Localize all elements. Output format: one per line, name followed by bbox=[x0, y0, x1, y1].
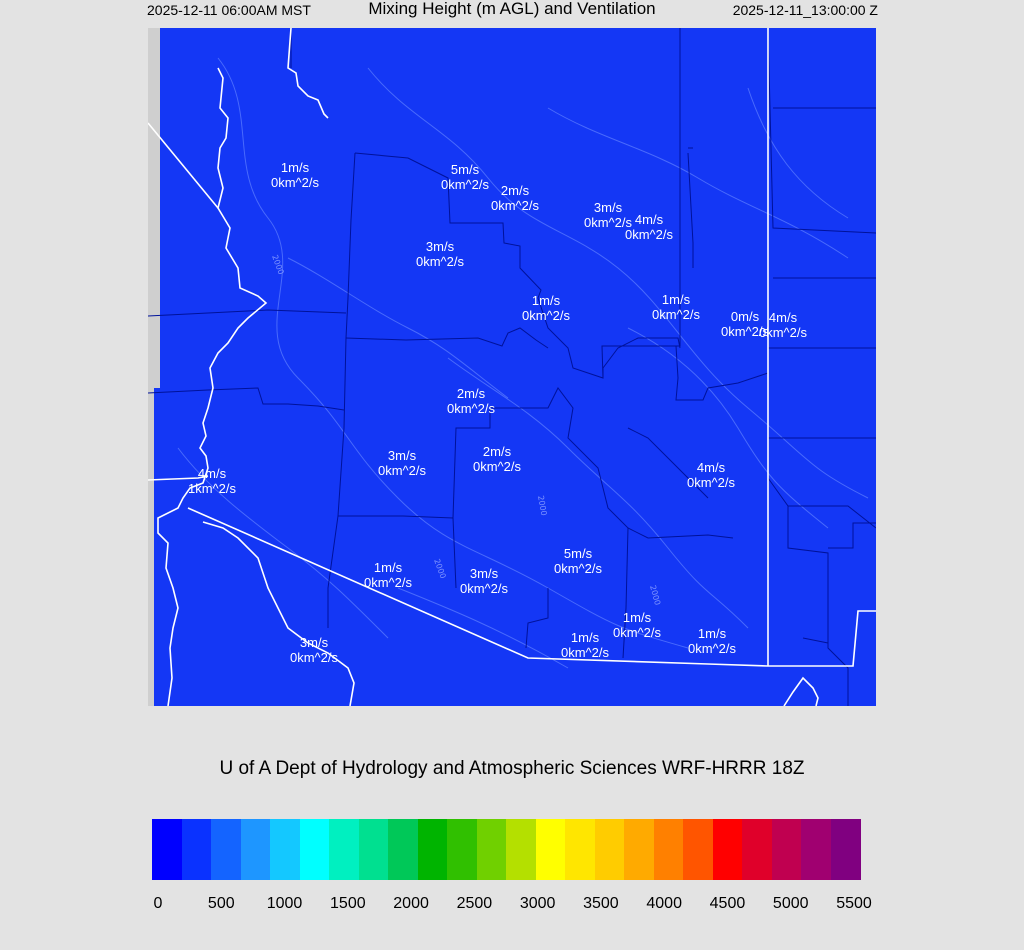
station-label bbox=[491, 183, 539, 213]
colorbar-segment bbox=[713, 819, 743, 880]
colorbar-segment bbox=[772, 819, 802, 880]
colorbar-tick-label: 1000 bbox=[266, 895, 303, 912]
state-boundaries bbox=[148, 28, 876, 706]
colorbar-segment bbox=[654, 819, 684, 880]
station-wind: 1m/s bbox=[570, 630, 600, 645]
colorbar-segment bbox=[683, 819, 713, 880]
map-title: Mixing Height (m AGL) and Ventilation bbox=[368, 0, 656, 18]
station-ventilation: 0km^2/s bbox=[686, 475, 736, 490]
station-ventilation: 0km^2/s bbox=[446, 401, 496, 416]
colorbar-segment bbox=[388, 819, 418, 880]
station-wind: 4m/s bbox=[768, 310, 798, 325]
colorbar-segment bbox=[536, 819, 566, 880]
colorbar-tick-label: 500 bbox=[207, 895, 235, 912]
colorbar bbox=[152, 819, 860, 880]
colorbar-tick-label: 3000 bbox=[519, 895, 556, 912]
station-label bbox=[613, 610, 661, 640]
station-ventilation: 0km^2/s bbox=[612, 625, 662, 640]
colorbar-tick-label: 4000 bbox=[646, 895, 682, 912]
colorbar-segment bbox=[831, 819, 861, 880]
station-ventilation: 0km^2/s bbox=[440, 177, 490, 192]
no-data-strip-lower bbox=[148, 388, 154, 706]
station-ventilation: 0km^2/s bbox=[363, 575, 413, 590]
colorbar-segment bbox=[565, 819, 595, 880]
station-ventilation: 0km^2/s bbox=[521, 308, 571, 323]
station-label bbox=[625, 212, 673, 242]
colorbar-segment bbox=[447, 819, 477, 880]
station-wind: 4m/s bbox=[197, 466, 227, 481]
footer-credit: U of A Dept of Hydrology and Atmospheric Sciences WRF-HRRR 18Z bbox=[219, 758, 805, 779]
no-data-strip bbox=[148, 28, 160, 388]
colorbar-segment bbox=[211, 819, 241, 880]
contour-label: 2000 bbox=[270, 253, 286, 276]
station-ventilation: 0km^2/s bbox=[472, 459, 522, 474]
station-label bbox=[473, 444, 521, 474]
station-label bbox=[688, 626, 736, 656]
station-ventilation: 0km^2/s bbox=[415, 254, 465, 269]
station-ventilation: 0km^2/s bbox=[490, 198, 540, 213]
station-label bbox=[687, 460, 735, 490]
station-label bbox=[759, 310, 807, 340]
station-label bbox=[271, 160, 319, 190]
colorbar-tick-label: 5500 bbox=[836, 895, 872, 912]
station-wind: 4m/s bbox=[634, 212, 664, 227]
station-ventilation: 0km^2/s bbox=[459, 581, 509, 596]
station-label bbox=[447, 386, 495, 416]
contour-label: 2000 bbox=[432, 557, 448, 580]
colorbar-tick-label: 1500 bbox=[330, 895, 366, 912]
colorbar-tick-label: 4500 bbox=[709, 895, 746, 912]
colorbar-segment bbox=[595, 819, 625, 880]
colorbar-segment bbox=[742, 819, 772, 880]
station-label bbox=[441, 162, 489, 192]
station-wind: 4m/s bbox=[696, 460, 726, 475]
station-ventilation: 0km^2/s bbox=[560, 645, 610, 660]
station-wind: 2m/s bbox=[456, 386, 486, 401]
station-label bbox=[378, 448, 426, 478]
station-ventilation: 0km^2/s bbox=[651, 307, 701, 322]
station-label bbox=[290, 635, 338, 665]
contour-label: 2000 bbox=[648, 584, 663, 607]
station-wind: 5m/s bbox=[563, 546, 593, 561]
colorbar-tick-label: 0 bbox=[153, 895, 163, 912]
station-ventilation: 0km^2/s bbox=[377, 463, 427, 478]
colorbar-segment bbox=[801, 819, 831, 880]
county-boundaries bbox=[148, 28, 876, 706]
station-label bbox=[416, 239, 464, 269]
station-wind: 1m/s bbox=[531, 293, 561, 308]
contour-label: 2000 bbox=[536, 494, 549, 517]
station-wind: 3m/s bbox=[425, 239, 455, 254]
terrain-contours bbox=[178, 58, 868, 668]
station-ventilation: 0km^2/s bbox=[553, 561, 603, 576]
station-ventilation: 0km^2/s bbox=[289, 650, 339, 665]
colorbar-tick-label: 2000 bbox=[393, 895, 429, 912]
colorbar-segment bbox=[329, 819, 359, 880]
colorbar-tick-label: 2500 bbox=[456, 895, 493, 912]
colorbar-segment bbox=[506, 819, 536, 880]
colorbar-tick-label: 3500 bbox=[583, 895, 619, 912]
colorbar-segment bbox=[270, 819, 300, 880]
colorbar-segment bbox=[359, 819, 389, 880]
station-wind: 3m/s bbox=[593, 200, 623, 215]
map-basemap bbox=[148, 28, 876, 706]
station-wind: 1m/s bbox=[280, 160, 310, 175]
station-ventilation: 0km^2/s bbox=[583, 215, 633, 230]
colorbar-segment bbox=[300, 819, 330, 880]
station-ventilation: 1km^2/s bbox=[187, 481, 237, 496]
station-label bbox=[561, 630, 609, 660]
station-label bbox=[652, 292, 700, 322]
station-label bbox=[522, 293, 570, 323]
station-ventilation: 0km^2/s bbox=[270, 175, 320, 190]
station-wind: 1m/s bbox=[661, 292, 691, 307]
utc-time-label: 2025-12-11_13:00:00 Z bbox=[732, 2, 878, 18]
station-wind: 3m/s bbox=[387, 448, 417, 463]
mixing-height-map bbox=[148, 28, 876, 706]
station-wind: 5m/s bbox=[450, 162, 480, 177]
station-wind: 3m/s bbox=[299, 635, 329, 650]
local-time-label: 2025-12-11 06:00AM MST bbox=[147, 2, 311, 18]
station-wind: 3m/s bbox=[469, 566, 499, 581]
station-ventilation: 0km^2/s bbox=[758, 325, 808, 340]
station-ventilation: 0km^2/s bbox=[720, 324, 770, 339]
station-wind: 0m/s bbox=[730, 309, 760, 324]
colorbar-segment bbox=[152, 819, 182, 880]
colorbar-segment bbox=[477, 819, 507, 880]
station-wind: 1m/s bbox=[697, 626, 727, 641]
station-label bbox=[188, 466, 236, 496]
station-wind: 2m/s bbox=[482, 444, 512, 459]
station-label bbox=[554, 546, 602, 576]
station-wind: 1m/s bbox=[373, 560, 403, 575]
colorbar-tick-label: 5000 bbox=[772, 895, 809, 912]
station-label bbox=[460, 566, 508, 596]
station-ventilation: 0km^2/s bbox=[687, 641, 737, 656]
colorbar-segment bbox=[241, 819, 271, 880]
station-wind: 2m/s bbox=[500, 183, 530, 198]
station-wind: 1m/s bbox=[622, 610, 652, 625]
station-ventilation: 0km^2/s bbox=[624, 227, 674, 242]
colorbar-segment bbox=[182, 819, 212, 880]
colorbar-segment bbox=[418, 819, 448, 880]
colorbar-segment bbox=[624, 819, 654, 880]
station-label bbox=[364, 560, 412, 590]
